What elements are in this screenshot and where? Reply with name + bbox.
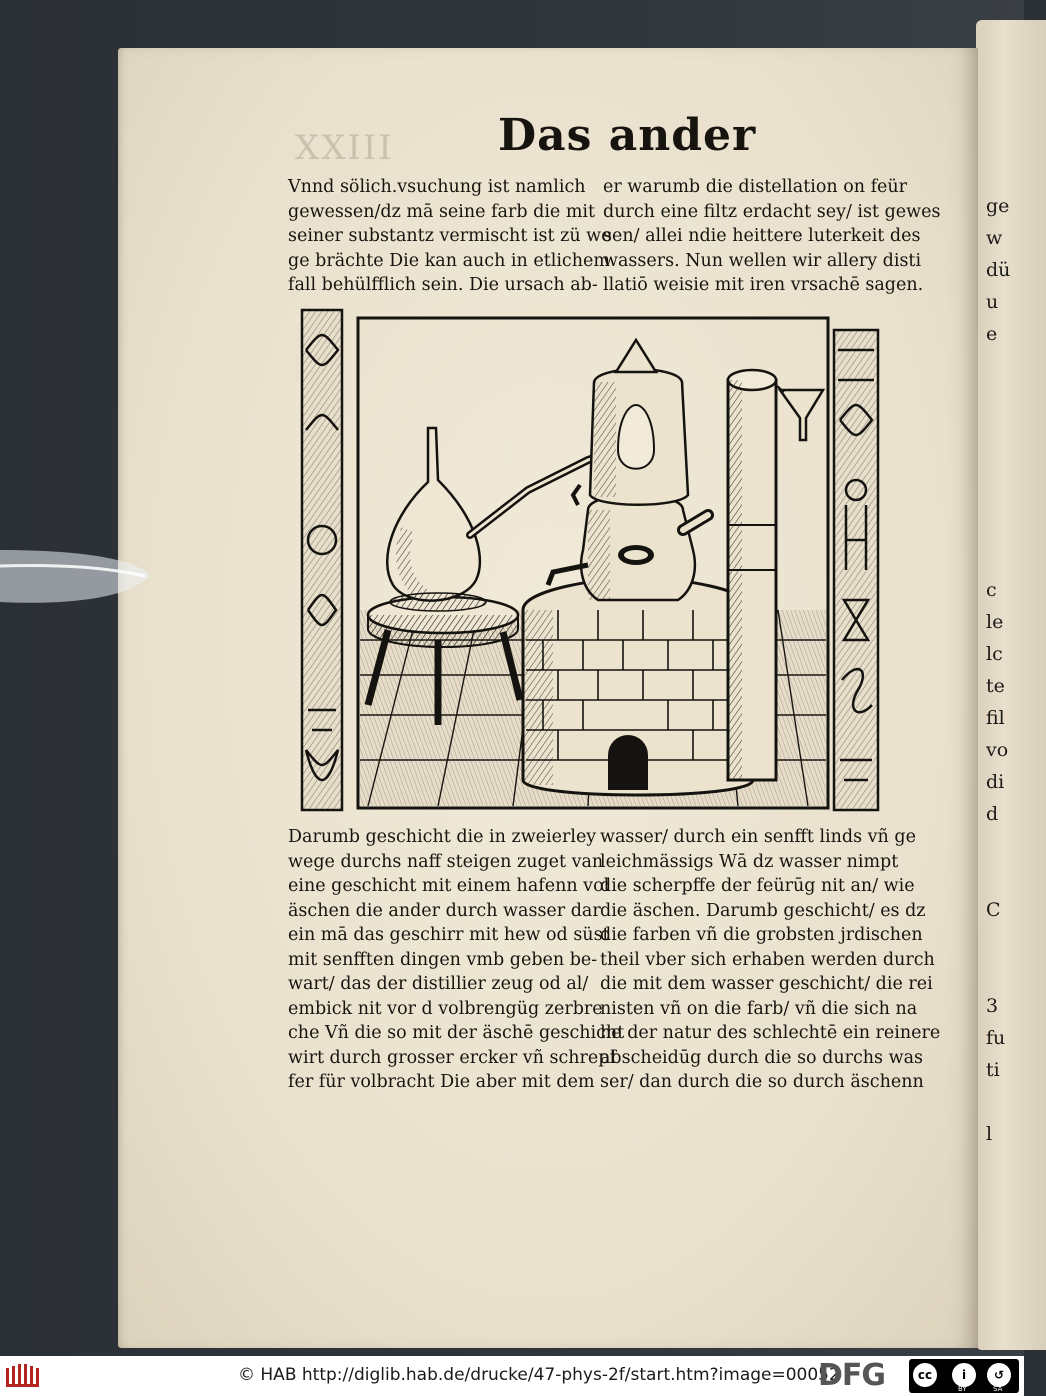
text-line: wege durchs naff steigen zuget van <box>288 851 604 872</box>
share-alike-icon: ↺ <box>987 1363 1011 1387</box>
text-line: die äschen. Darumb geschicht/ es dz <box>600 900 926 921</box>
text-line: fer für volbracht Die aber mit dem <box>288 1072 595 1092</box>
license-by-label: BY <box>958 1385 967 1393</box>
text-line: wirt durch grosser ercker vñ schrepf <box>288 1047 616 1068</box>
text-line: llatiō weisie mit iren vrsachē sagen. <box>603 275 924 295</box>
text-line: sen/ allei ndie heittere luterkeit des <box>603 226 921 246</box>
text-column-top-right <box>603 175 941 298</box>
hab-logo-icon[interactable] <box>6 1364 46 1388</box>
text-line: mit senfften dingen vmb geben be- <box>288 949 598 970</box>
text-column-bottom-right <box>600 825 941 1095</box>
text-line: wasser/ durch ein senfft linds vñ ge <box>600 827 916 847</box>
text-line: Vnnd sölich.vsuchung ist namlich <box>288 177 586 197</box>
attribution-person-icon: i <box>952 1363 976 1387</box>
text-line: Darumb geschicht die in zweierley <box>288 827 597 847</box>
glass-weight-reflection <box>0 530 160 620</box>
text-line: ge brächte Die kan auch in etlichem <box>288 250 610 271</box>
text-line: seiner substantz vermischt ist zü we <box>288 226 612 246</box>
text-line: ser/ dan durch die so durch äschenn <box>600 1072 924 1092</box>
text-line: eine geschicht mit einem hafenn vol <box>288 876 610 896</box>
text-column-bottom-left <box>288 825 625 1095</box>
viewer-footer <box>0 1356 1024 1396</box>
text-line: die scherpffe der feürūg nit an/ wie <box>600 876 915 896</box>
text-line: abscheidūg durch die so durchs was <box>600 1047 923 1068</box>
dfg-logo[interactable]: DFG <box>818 1358 886 1393</box>
text-line: he der natur des schlechtē ein reinere <box>600 1023 941 1043</box>
text-line: che Vñ die so mit der äschē geschicht <box>288 1023 625 1043</box>
facing-page-edge <box>976 20 1046 1350</box>
text-line: embick nit vor d volbrengüg zerbre <box>288 998 603 1019</box>
text-line: durch eine filtz erdacht sey/ ist gewes <box>603 201 941 222</box>
license-sa-label: SA <box>993 1385 1003 1393</box>
cc-license-badge[interactable] <box>909 1359 1019 1393</box>
page-heading: Das ander <box>498 110 757 161</box>
text-line: nisten vñ on die farb/ vñ die sich na <box>600 998 918 1019</box>
text-line: er warumb die distellation on feür <box>603 177 908 197</box>
text-line: äschen die ander durch wasser dar <box>288 900 601 921</box>
text-line: wart/ das der distillier zeug od al/ <box>288 974 589 994</box>
text-line: fall behülfflich sein. Die ursach ab- <box>288 275 598 295</box>
text-line: wassers. Nun wellen wir allery disti <box>603 250 922 271</box>
text-line: gewessen/dz mā seine farb die mit <box>288 201 596 222</box>
cc-icon: cc <box>913 1363 937 1387</box>
text-line: die farben vñ die grobsten jrdischen <box>600 925 923 945</box>
text-column-top-left <box>288 175 612 298</box>
show-through-mark: XXIII <box>295 128 394 168</box>
facing-page-text: ge w dü u e c le lc te fil vo di d C 3 fu ti l <box>986 195 1011 1145</box>
distillation-woodcut <box>298 310 884 816</box>
text-line: leichmässigs Wā dz wasser nimpt <box>600 851 899 872</box>
text-line: die mit dem wasser geschicht/ die rei <box>600 974 933 994</box>
source-attribution-link[interactable]: © HAB http://diglib.hab.de/drucke/47-phys-2f/start.htm?image=00052 <box>238 1365 840 1385</box>
text-line: theil vber sich erhaben werden durch <box>600 949 935 970</box>
text-line: ein mā das geschirr mit hew od süst <box>288 925 610 945</box>
